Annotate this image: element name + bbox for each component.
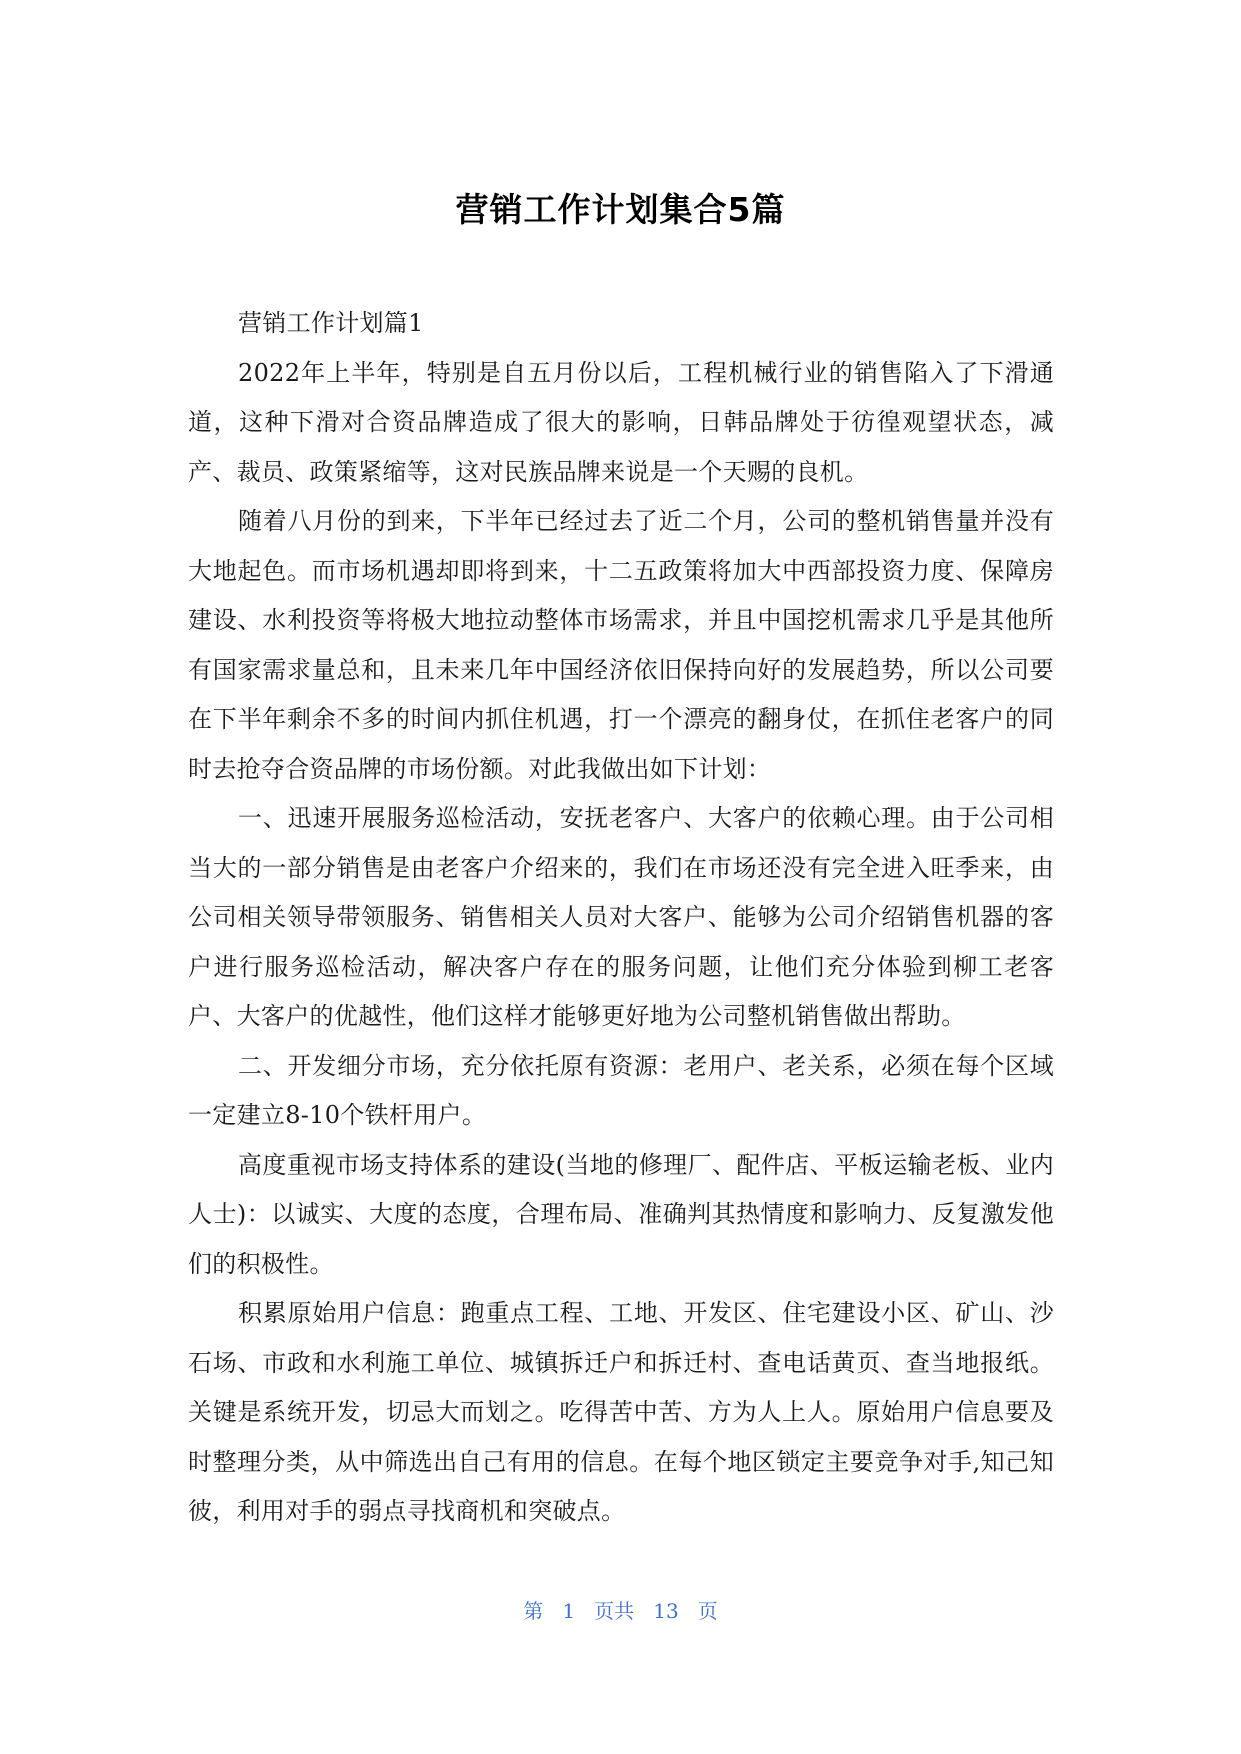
total-pages-number: 13 (653, 1599, 679, 1623)
section-heading: 营销工作计划篇1 (238, 309, 424, 337)
body-paragraph: 随着八月份的到来，下半年已经过去了近二个月，公司的整机销售量并没有大地起色。而市场机遇却即将到来，十二五政策将加大中西部投资力度、保障房建设、水利投资等将极大地拉动整体市场需求，并且中国挖机需求几乎是其他所有国家需求量总和，且未来几年中国经济依旧保持向好的发展趋势，所以公司要在下半年剩余不多的时间内抓住机遇，打一个漂亮的翻身仗，在抓住老客户的同时去抢夺合资品牌的市场份额。对此我做出如下计划： (188, 507, 1054, 783)
page-label-prefix: 第 (523, 1599, 544, 1623)
current-page-number: 1 (562, 1599, 576, 1623)
body-paragraph: 2022年上半年，特别是自五月份以后，工程机械行业的销售陷入了下滑通道，这种下滑对合资品牌造成了很大的影响，日韩品牌处于彷徨观望状态，减产、裁员、政策紧缩等，这对民族品牌来说是一个天赐的良机。 (188, 358, 1054, 486)
body-paragraph: 高度重视市场支持体系的建设(当地的修理厂、配件店、平板运输老板、业内人士)：以诚实、大度的态度，合理布局、准确判其热情度和影响力、反复激发他们的积极性。 (188, 1150, 1054, 1278)
page-label-suffix: 页 (697, 1599, 718, 1623)
page-label-middle: 页共 (594, 1599, 635, 1623)
document-body (188, 299, 1054, 1537)
page-footer (0, 1597, 1241, 1625)
body-paragraph: 积累原始用户信息：跑重点工程、工地、开发区、住宅建设小区、矿山、沙石场、市政和水利施工单位、城镇拆迁户和拆迁村、查电话黄页、查当地报纸。关键是系统开发，切忌大而划之。吃得苦中苦、方为人上人。原始用户信息要及时整理分类，从中筛选出自己有用的信息。在每个地区锁定主要竞争对手,知己知彼，利用对手的弱点寻找商机和突破点。 (188, 1299, 1054, 1525)
body-paragraph: 二、开发细分市场，充分依托原有资源：老用户、老关系，必须在每个区域一定建立8-10个铁杆用户。 (188, 1051, 1054, 1129)
document-title: 营销工作计划集合5篇 (455, 190, 786, 229)
body-paragraph: 一、迅速开展服务巡检活动，安抚老客户、大客户的依赖心理。由于公司相当大的一部分销售是由老客户介绍来的，我们在市场还没有完全进入旺季来，由公司相关领导带领服务、销售相关人员对大客户、能够为公司介绍销售机器的客户进行服务巡检活动，解决客户存在的服务问题，让他们充分体验到柳工老客户、大客户的优越性，他们这样才能够更好地为公司整机销售做出帮助。 (188, 804, 1054, 1030)
